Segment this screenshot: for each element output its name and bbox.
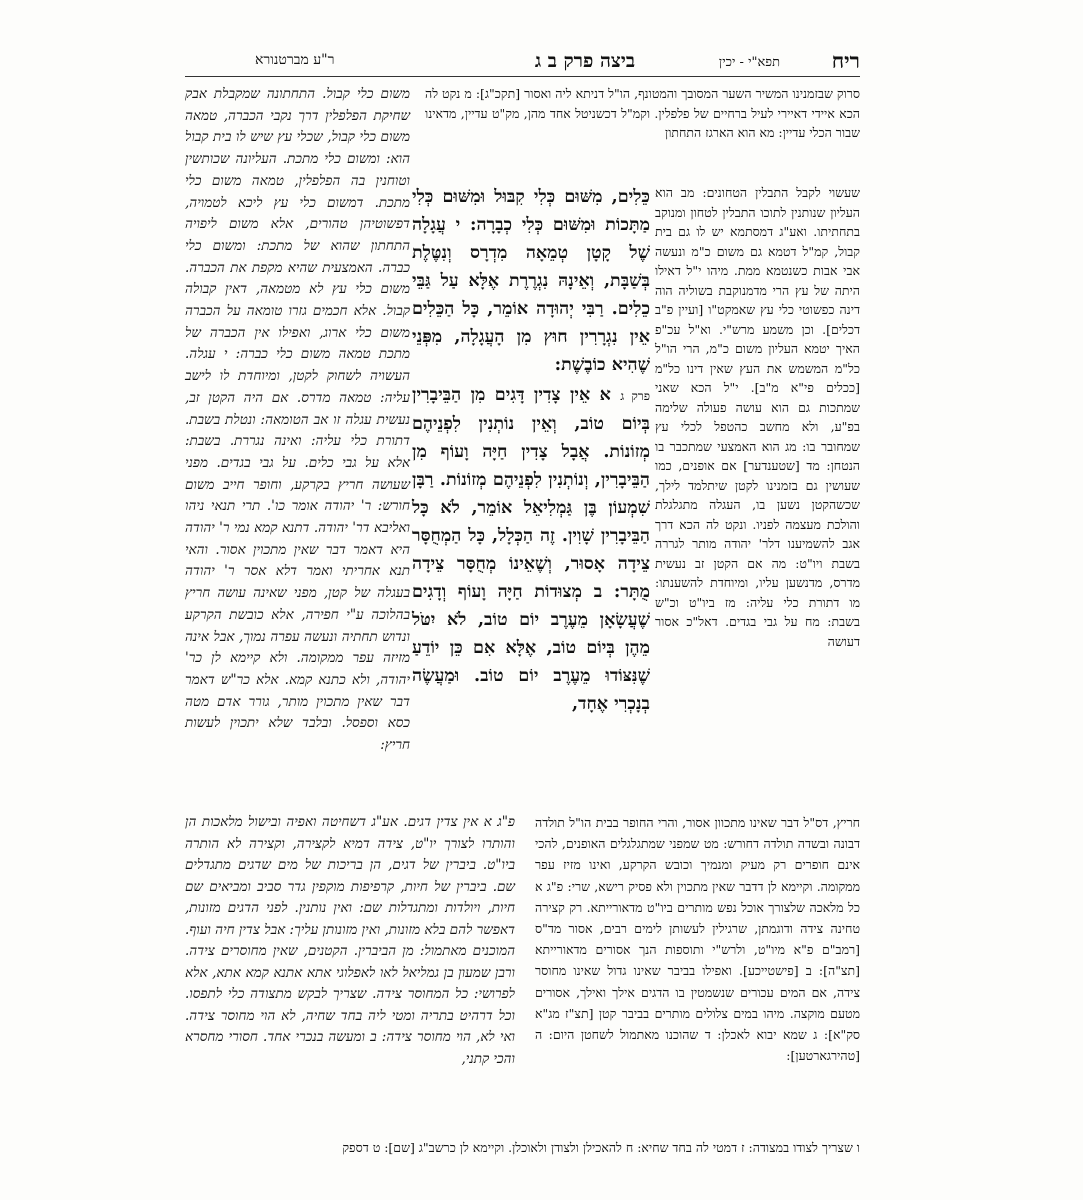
yachin-top-block: [425, 84, 860, 143]
footnote-text: ו שצריך לצודו במצודה: ז דמטי לה בחד שחיא: ח להאכילן ולצודן ולאוכלן. וקיימא לן כרשב"ג [שם]: ט דספק: [342, 1139, 860, 1155]
page-header: [255, 48, 860, 74]
header-rule: [185, 76, 860, 77]
bartenura-text: משום כלי קבול. התחתונה שמקבלת אבק שחיקת הפלפלין דרך נקבי הכברה, טמאה משום כלי קבול, שכלי עץ שיש לו בית קבול הוא: ומשום כלי מתכת. העליונה שכותשין וטוחנין בה הפלפלין, טמאה משום כלי מתכת. דמשום כלי עץ ליכא לטמויה, דפשוטיהן טהורים, אלא משום ליפויה התחתון שהוא של מתכת: ומשום כלי כברה. האמצעית שהיא מקפת את הכברה. משום כלי עץ לא מטמאה, דאין קבולה קבול. אלא חכמים גזרו טומאה על הכברה משום כלי ארוג, ואפילו אין הכברה של מתכת טמאה משום כלי כברה: י עגלה. העשויה לשחוק לקטן, ומיוחדת לו לישב עליה: טמאה מדרס. אם היה הקטן זב, נעשית עגלה זו אב הטומאה: ונטלת בשבת. דתורת כלי עליה: ואינה נגררת. בשבת: אלא על גבי כלים. על גבי בגדים. מפני שעושה חריץ בקרקע, וחופר חייב משום חורש: ר' יהודה אומר כו'. תרי תנאי ניהו ואליבא דר' יהודה. דתנא קמא נמי ר' יהודה היא דאמר דבר שאין מתכוין אסור. והאי תנא אחריתי ואמר דלא אסר ר' יהודה בעגלה של קטן, מפני שאינה עושה חריץ בהלוכה ע"י חפירה, אלא כובשת הקרקע ונדוש תחתיה ונעשה עפרה נמוך, אבל אינה מזיזה עפר ממקומה. ולא קיימא לן כר' יהודה, ולא כתנא קמא. אלא כר"ש דאמר דבר שאין מתכוין מותר, גורר אדם מטה כסא וספסל. ובלבד שלא יתכוין לעשות חריץ:: [185, 86, 410, 754]
yachin-top-text: סרוק שבזמנינו המשיר השער המסובך והמטונף, הו"ל דניתא ליה ואסור [תקכ"ג]: מ נקט לה הכא איידי דאיירי לעיל ברחיים של פלפלין. וקמ"ל דכשניטל אחד מהן, מק"ט עדיין, מדאינו שבור הכלי עדיין: מא הוא הארגז התחתון: [425, 86, 860, 140]
bartenura-column: [185, 84, 410, 757]
footnotes: [185, 1126, 860, 1169]
perek-label: פרק ג: [620, 389, 650, 403]
bartenura-bottom: [185, 812, 515, 1070]
yachin-bottom: [535, 812, 860, 1066]
page-number: ריח: [831, 48, 860, 73]
mishna-block: [412, 183, 650, 720]
commentary-title: ר"ע מברטנורא: [255, 52, 335, 68]
yachin-bottom-text: חריץ, דס"ל דבר שאינו מתכוון אסור, והרי החופר בבית הו"ל תולדה דבונה ובשדה תולדה דחורש: מט שמפני שמתגלגלים האופנים, להכי אינם חופרים רק מעיק ומנמיך וכובש הקרקע, ואינו מזיז עפר ממקומה. וקיימא לן דדבר שאין מתכוין ולא פסיק רישא, שרי: פ"ג א כל מלאכה שלצורך אוכל נפש מותרים ביו"ט מדאורייתא. רק קצירה טחינה צידה ודוגמתן, שרגילין לעשותן לימים רבים, אסור מד"ס [רמב"ם פ"א מיו"ט, ולרש"י ותוספות הנך אסורים מדאורייתא [תצ"ה]: ב [פישטייכע]. ואפילו בביבר שאינו גדול שאינו מחוסר צידה, אם המים עכורים שנשמטין בו הדגים אילך ואילך, אסורים מטעם מוקצה. מיהו במים צלולים מותרים בביבר קטן [תצ"ז מג"א סק"א]: ג שמא יבוא לאכלן: ד שהוכנו מאתמול לשחטן היום: ה [טהירגארטען]:: [535, 815, 860, 1064]
page-title: ביצה פרק ב ג: [534, 50, 635, 72]
yachin-column-text: שעשוי לקבל התבלין הטחונים: מב הוא העליון שנותנין לתוכו התבלין לטחון ומנוקב בתחתיתו. ואע"ג דמסתמא יש לו גם בית קבול, קמ"ל דטמא גם משום כ"מ ונעשה אבי אבות כשנטמא ממת. מיהו י"ל דאילו היתה של עץ הרי מדמנוקבת בשוליה הוה דינה כפשוטי כלי עץ שאמקט"ו [ועיין פ"ב דכלים]. וכן משמע מרש"י. וא"ל עכ"פ האיך יטמא העליון משום כ"מ, הרי הו"ל כל"מ המשמש את העץ שאין דינו כל"מ [ככלים פי"א מ"ב]. י"ל הכא שאני שמתכות גם הוא עושה פעולה שלימה בפ"ע, ולא מחשב כהטפל לכלי עץ שמחובר בו: מג הוא האמצעי שמתכבר בו הנטחן: מד [שטענדער] אם אופנים, כמו שעושין גם בזמנינו לקטן שיתלמד לילך, שכשהקטן נשען בו, העגלה מתגלגלת והולכת מעצמה לפניו. ונקט לה הכא דרך אגב להשמיענו דלר' יהודה מותר לגררה בשבת ויו"ט: מה אם הקטן זב נעשית מדרס, מדנשען עליו, ומיוחדת להשענתו: מו דתורת כלי עליה: מז ביו"ט וכ"ש בשבת: מח על גבי בגדים. דאל"כ אסור דעושה: [655, 185, 860, 649]
mishna-part1: כֵּלִים, מִשּׁוּם כְּלִי קִבּוּל וּמִשּׁוּם כְּלִי מַתָּכוֹת וּמִשּׁוּם כְּלִי כְבָרָה: י עֲגָלָה שֶׁל קָטָן טְמֵאָה מִדְרָס וְנִטֶּלֶת בְּשַׁבָּת, וְאֵינָהּ נִגְרֶרֶת אֶלָּא עַל גַּבֵּי כֵלִים. רַבִּי יְהוּדָה אוֹמֵר, כָּל הַכֵּלִים אֵין נִגְרָרִין חוּץ מִן הָעֲגָלָה, מִפְּנֵי שֶׁהִיא כוֹבֶשֶׁת:: [412, 187, 650, 375]
yachin-column: [655, 183, 860, 651]
bartenura-bottom-text: פ"ג א אין צדין דגים. אע"ג דשחיטה ואפיה ובישול מלאכות הן והותרו לצורך יו"ט, צידה דמיא לקצירה, וקצירה לא הותרה ביו"ט. ביברין של דגים, הן בריכות של מים שדגים מתגדלים שם. ביברין של חיות, קרפיפות מוקפין גדר סביב ומביאים שם חיות, ויולדות ומתגדלות שם: ואין נותנין. לפני הדגים מזונות, דאפשר להם בלא מזונות, ואין מזונותן עליך: אבל צדין חיה ועוף. המוכנים מאתמול: מן הביברין. הקטנים, שאין מחוסרים צידה. ורבן שמעון בן גמליאל לאו לאפלוגי אתא אתנא קמא אתא, אלא לפרושי: כל המחוסר צידה. שצריך לבקש מתצודה כלי לתפסו. וכל דרהיט בתריה ומטי ליה בחד שחיה, לא הוי מחוסר צידה. ואי לא, הוי מחוסר צידה: ב ומעשה בנכרי אחד. חסורי מחסרא והכי קתני,: [185, 814, 515, 1067]
mishna-part2: א אֵין צָדִין דָּגִים מִן הַבֵּיבָרִין בְּיוֹם טוֹב, וְאֵין נוֹתְנִין לִפְנֵיהֶם מְזוֹנוֹת. אֲבָל צָדִין חַיָּה וָעוֹף מִן הַבֵּיבָרִין, וְנוֹתְנִין לִפְנֵיהֶם מְזוֹנוֹת. רַבָּן שִׁמְעוֹן בֶּן גַּמְלִיאֵל אוֹמֵר, לֹא כָּל הַבֵּיבָרִין שָׁוִין. זֶה הַכְּלָל, כָּל הַמְחֻסָּר צֵידָה אָסוּר, וְשֶׁאֵינוֹ מְחֻסָּר צֵידָה מֻתָּר: ב מְצוּדוֹת חַיָּה וָעוֹף וְדָגִים שֶׁעֲשָׂאָן מֵעֶרֶב יוֹם טוֹב, לֹא יִטֹּל מֵהֶן בְּיוֹם טוֹב, אֶלָּא אִם כֵּן יוֹדֵעַ שֶׁנִּצּוֹדוּ מֵעֶרֶב יוֹם טוֹב. וּמַעֲשֶׂה בְנָכְרִי אֶחָד,: [412, 385, 650, 714]
header-subtitle: תפא"י - יכין: [718, 55, 780, 70]
